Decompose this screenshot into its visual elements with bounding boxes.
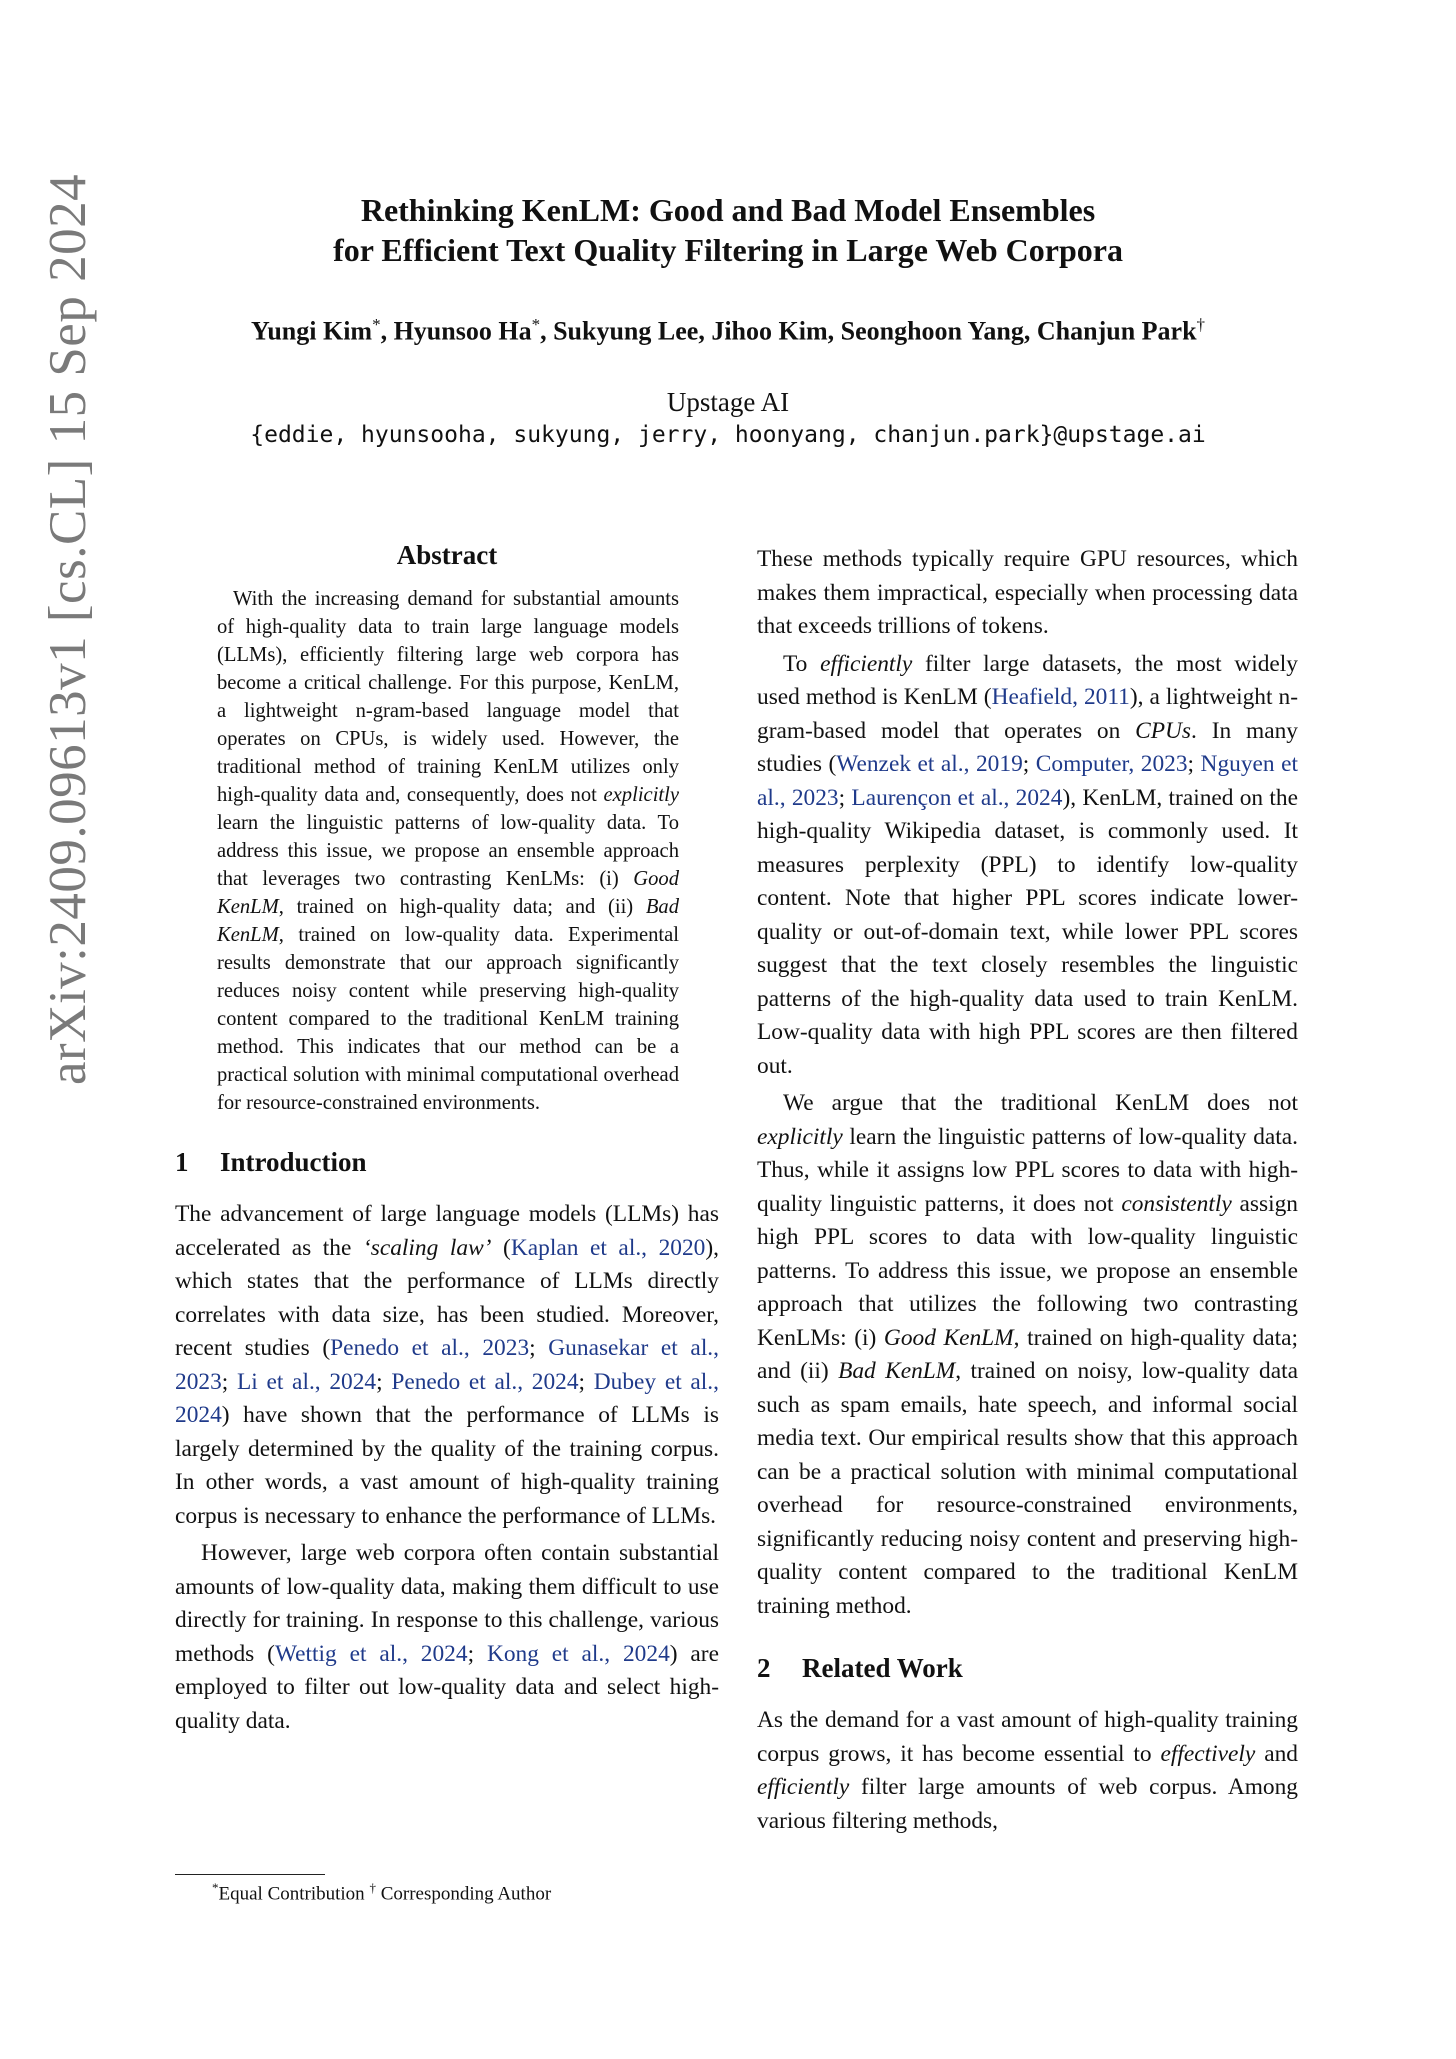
emphasis: effectively	[1160, 1740, 1256, 1767]
text: ;	[1187, 751, 1201, 777]
text: , trained on high-quality data; and (ii)	[757, 1324, 1299, 1384]
emphasis: explicitly	[757, 1123, 843, 1150]
text: However, large web corpora often contain substantial amounts of low-quality data, making them difficult to use directly for training. In response to this challenge, various methods (	[175, 1540, 719, 1667]
footnote-text: Equal Contribution	[218, 1883, 370, 1905]
emphasis: efficiently	[757, 1774, 850, 1800]
text: ;	[578, 1368, 594, 1395]
paragraph	[757, 648, 1298, 1084]
text: . In many studies (	[757, 717, 1298, 777]
text: filter large datasets, the most widely used method is KenLM (	[757, 650, 1298, 710]
citation-link[interactable]: Kong et al., 2024	[486, 1640, 670, 1667]
section-title: Introduction	[220, 1147, 367, 1177]
text: ), a lightweight n-gram-based model that operates on	[757, 684, 1298, 744]
paragraph	[175, 1537, 719, 1738]
text: ), which states that the performance of LLMs directly correlates with data size, has been studied. Moreover, recent studies (	[175, 1234, 720, 1361]
footnote	[212, 1880, 551, 1905]
emphasis: Bad KenLM	[838, 1358, 956, 1384]
text: ) are employed to filter out low-quality data and select high-quality data.	[175, 1640, 719, 1734]
emphasis: Good KenLM	[883, 1324, 1014, 1351]
text: ) have shown that the performance of LLMs is largely determined by the quality of the training corpus. In other words, a vast amount of high-quality training corpus is necessary to enhance the performance of LLMs.	[175, 1402, 719, 1529]
author: Sukyung Lee	[553, 316, 699, 346]
footnote-text: Corresponding Author	[375, 1883, 552, 1905]
author-emails: {eddie, hyunsooha, sukyung, jerry, hoonyang, chanjun.park}@upstage.ai	[250, 422, 1206, 448]
introduction-body	[175, 1198, 719, 1738]
abstract-text: , trained on high-quality data; and (ii)	[278, 896, 646, 918]
abstract-emphasis: Bad KenLM	[217, 896, 679, 946]
abstract-text: learn the linguistic patterns of low-quality data. To address this issue, we propose an ensemble approach that leverages two contrasting KenLMs: (i)	[217, 812, 679, 890]
text: ;	[467, 1640, 487, 1667]
citation-link[interactable]: Nguyen et al., 2023	[757, 751, 1298, 811]
citation-link[interactable]: Wenzek et al., 2019	[836, 751, 1023, 777]
paper-title-line-2: for Efficient Text Quality Filtering in Large Web Corpora	[333, 232, 1123, 268]
author: Hyunsoo Ha	[393, 316, 532, 346]
text: ;	[221, 1368, 237, 1395]
text: (	[491, 1234, 511, 1261]
text: We argue that the traditional KenLM does not	[783, 1090, 1298, 1116]
citation-link[interactable]: Computer, 2023	[1035, 751, 1188, 777]
arxiv-sidebar-stamp: arXiv:2409.09613v1 [cs.CL] 15 Sep 2024	[39, 173, 97, 1085]
left-column	[175, 540, 719, 1738]
text: ;	[529, 1335, 549, 1361]
text: The advancement of large language models (LLMs) has accelerated as the	[175, 1201, 719, 1261]
footnote-rule	[175, 1874, 325, 1875]
text: and	[1255, 1740, 1298, 1767]
footnote-mark: *	[212, 1880, 219, 1895]
emphasis: CPUs	[1135, 717, 1192, 744]
footnote-mark: †	[369, 1880, 376, 1895]
abstract-paragraph	[217, 585, 679, 1117]
author-mark: †	[1196, 315, 1206, 334]
author: Yungi Kim	[250, 316, 373, 346]
paragraph	[175, 1198, 719, 1533]
citation-link[interactable]: Heafield, 2011	[991, 684, 1130, 710]
emphasis: ‘scaling law’	[362, 1234, 492, 1261]
text: To	[783, 650, 821, 677]
paper-title	[0, 190, 1456, 270]
paragraph	[757, 1704, 1298, 1838]
abstract-heading: Abstract	[396, 540, 498, 570]
citation-link[interactable]: Penedo et al., 2024	[391, 1368, 579, 1395]
right-column-body	[757, 543, 1298, 1623]
section-heading-related-work	[757, 1653, 1298, 1684]
author-mark: *	[372, 315, 381, 334]
abstract-emphasis: Good KenLM	[217, 868, 679, 918]
author: Chanjun Park	[1036, 316, 1197, 346]
text: learn the linguistic patterns of low-quality data. Thus, while it assigns low PPL scores to data with high-quality linguistic patterns, it does not	[757, 1123, 1298, 1217]
related-work-body	[757, 1704, 1298, 1838]
right-column	[757, 543, 1298, 1838]
author-mark: *	[531, 315, 541, 334]
text: ;	[1022, 751, 1036, 777]
author-list: Yungi Kim*, Hyunsoo Ha*, Sukyung Lee, Jihoo Kim, Seonghoon Yang, Chanjun Park†	[250, 315, 1206, 346]
citation-link[interactable]: Kaplan et al., 2020	[510, 1234, 706, 1261]
text: ;	[838, 784, 852, 811]
abstract-text: , trained on low-quality data. Experimental results demonstrate that our approach significantly reduces noisy content while preserving high-quality content compared to the traditional KenLM training method. This indicates that our method can be a practical solution with minimal computational overhead for resource-constrained environments.	[217, 924, 679, 1114]
abstract-body	[217, 585, 679, 1117]
abstract-text: With the increasing demand for substantial amounts of high-quality data to train large language models (LLMs), efficiently filtering large web corpora has become a critical challenge. For this purpose, KenLM, a lightweight n-gram-based language model that operates on CPUs, is widely used. However, the traditional method of training KenLM utilizes only high-quality data and, consequently, does not	[217, 588, 679, 806]
text: As the demand for a vast amount of high-quality training corpus grows, it has become essential to	[757, 1707, 1298, 1767]
citation-link[interactable]: Penedo et al., 2023	[330, 1335, 530, 1361]
text: , trained on noisy, low-quality data such as spam emails, hate speech, and informal social media text. Our empirical results show that this approach can be a practical solution with minimal computational overhead for resource-constrained environments, significantly reducing noisy content and preserving high-quality content compared to the traditional KenLM training method.	[757, 1358, 1299, 1619]
paper-title-line-1: Rethinking KenLM: Good and Bad Model Ensembles	[360, 192, 1096, 228]
citation-link[interactable]: Dubey et al., 2024	[175, 1368, 719, 1428]
affiliation: Upstage AI	[666, 387, 790, 417]
citation-link[interactable]: Wettig et al., 2024	[274, 1640, 468, 1667]
section-title: Related Work	[802, 1653, 963, 1683]
text: assign high PPL scores to data with low-quality linguistic patterns. To address this issue, we propose an ensemble approach that utilizes the following two contrasting KenLMs: (i)	[757, 1190, 1298, 1351]
text: ), KenLM, trained on the high-quality Wikipedia dataset, is commonly used. It measures perplexity (PPL) to identify low-quality content. Note that higher PPL scores indicate lower-quality or out-of-domain text, while lower PPL scores suggest that the text closely resembles the linguistic patterns of the high-quality data used to train KenLM. Low-quality data with high PPL scores are then filtered out.	[757, 784, 1298, 1079]
text: filter large amounts of web corpus. Among various filtering methods,	[757, 1774, 1298, 1834]
abstract-emphasis: explicitly	[603, 784, 679, 806]
emphasis: efficiently	[820, 650, 913, 677]
section-number: 1	[175, 1147, 189, 1177]
text: ;	[376, 1368, 392, 1395]
paragraph: These methods typically require GPU resources, which makes them impractical, especially when processing data that exceeds trillions of tokens.	[757, 546, 1298, 639]
citation-link[interactable]: Li et al., 2024	[236, 1368, 377, 1395]
author: Seonghoon Yang	[840, 316, 1024, 346]
citation-link[interactable]: Laurençon et al., 2024	[851, 784, 1063, 811]
author: Jihoo Kim	[711, 316, 828, 346]
citation-link[interactable]: Gunasekar et al., 2023	[175, 1335, 720, 1395]
emphasis: consistently	[1121, 1190, 1232, 1217]
section-number: 2	[757, 1653, 771, 1683]
paragraph	[757, 1087, 1298, 1623]
section-heading-introduction	[175, 1147, 719, 1178]
